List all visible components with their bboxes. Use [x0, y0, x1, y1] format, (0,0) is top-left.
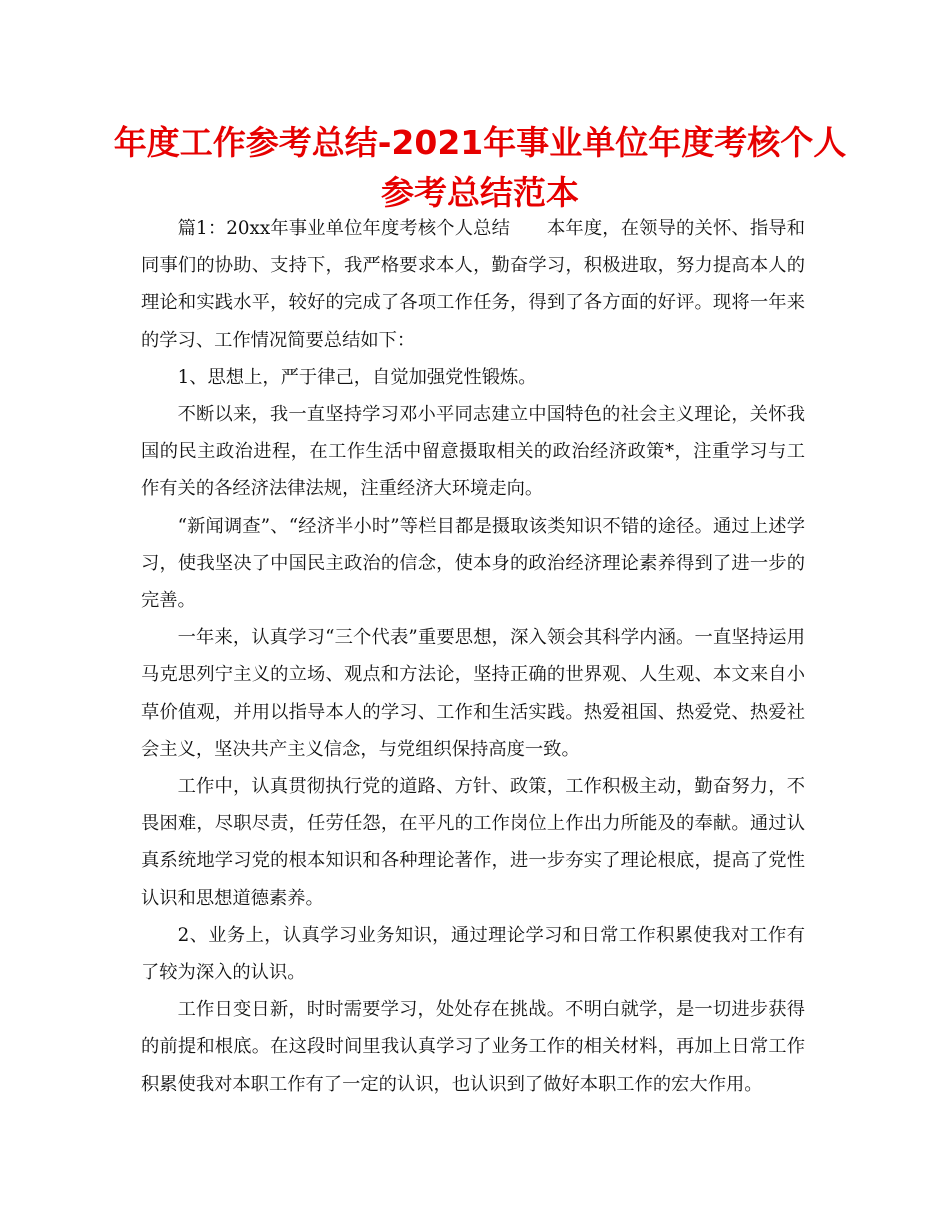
paragraph: 篇1：20xx年事业单位年度考核个人总结 本年度，在领导的关怀、指导和同事们的协助、支持下，我严格要求本人，勤奋学习，积极进取，努力提高本人的理论和实践水平，较好的完成了各项工作任务，得到了各方面的好评。现将一年来的学习、工作情况简要总结如下： [141, 218, 805, 351]
paragraph: 不断以来，我一直坚持学习邓小平同志建立中国特色的社会主义理论，关怀我国的民主政治进程，在工作生活中留意摄取相关的政治经济政策*，注重学习与工作有关的各经济法律法规，注重经济大环境走向。 [141, 404, 805, 500]
document-body [141, 210, 805, 1103]
paragraph: “新闻调查”、“经济半小时”等栏目都是摄取该类知识不错的途径。通过上述学习，使我坚决了中国民主政治的信念，使本身的政治经济理论素养得到了进一步的完善。 [141, 515, 805, 612]
paragraph: 工作中，认真贯彻执行党的道路、方针、政策，工作积极主动，勤奋努力，不畏困难，尽职尽责，任劳任怨，在平凡的工作岗位上作出力所能及的奉献。通过认真系统地学习党的根本知识和各种理论著作，进一步夯实了理论根底，提高了党性认识和思想道德素养。 [141, 776, 805, 909]
paragraph: 工作日变日新，时时需要学习，处处存在挑战。不明白就学，是一切进步获得的前提和根底。在这段时间里我认真学习了业务工作的相关材料，再加上日常工作积累使我对本职工作有了一定的认识，也认识到了做好本职工作的宏大作用。 [141, 999, 805, 1095]
section-heading: 1、思想上，严于律己，自觉加强党性锻炼。 [177, 366, 537, 388]
document-title: 年度工作参考总结-2021年事业单位年度考核个人参考总结范本 [113, 123, 847, 212]
section-heading: 2、业务上，认真学习业务知识，通过理论学习和日常工作积累使我对工作有了较为深入的认识。 [141, 924, 805, 984]
paragraph: 一年来，认真学习“三个代表”重要思想，深入领会其科学内涵。一直坚持运用马克思列宁主义的立场、观点和方法论，坚持正确的世界观、人生观、本文来自小草价值观，并用以指导本人的学习、工作和生活实践。热爱祖国、热爱党、热爱社会主义，坚决共产主义信念，与党组织保持高度一致。 [141, 627, 805, 760]
